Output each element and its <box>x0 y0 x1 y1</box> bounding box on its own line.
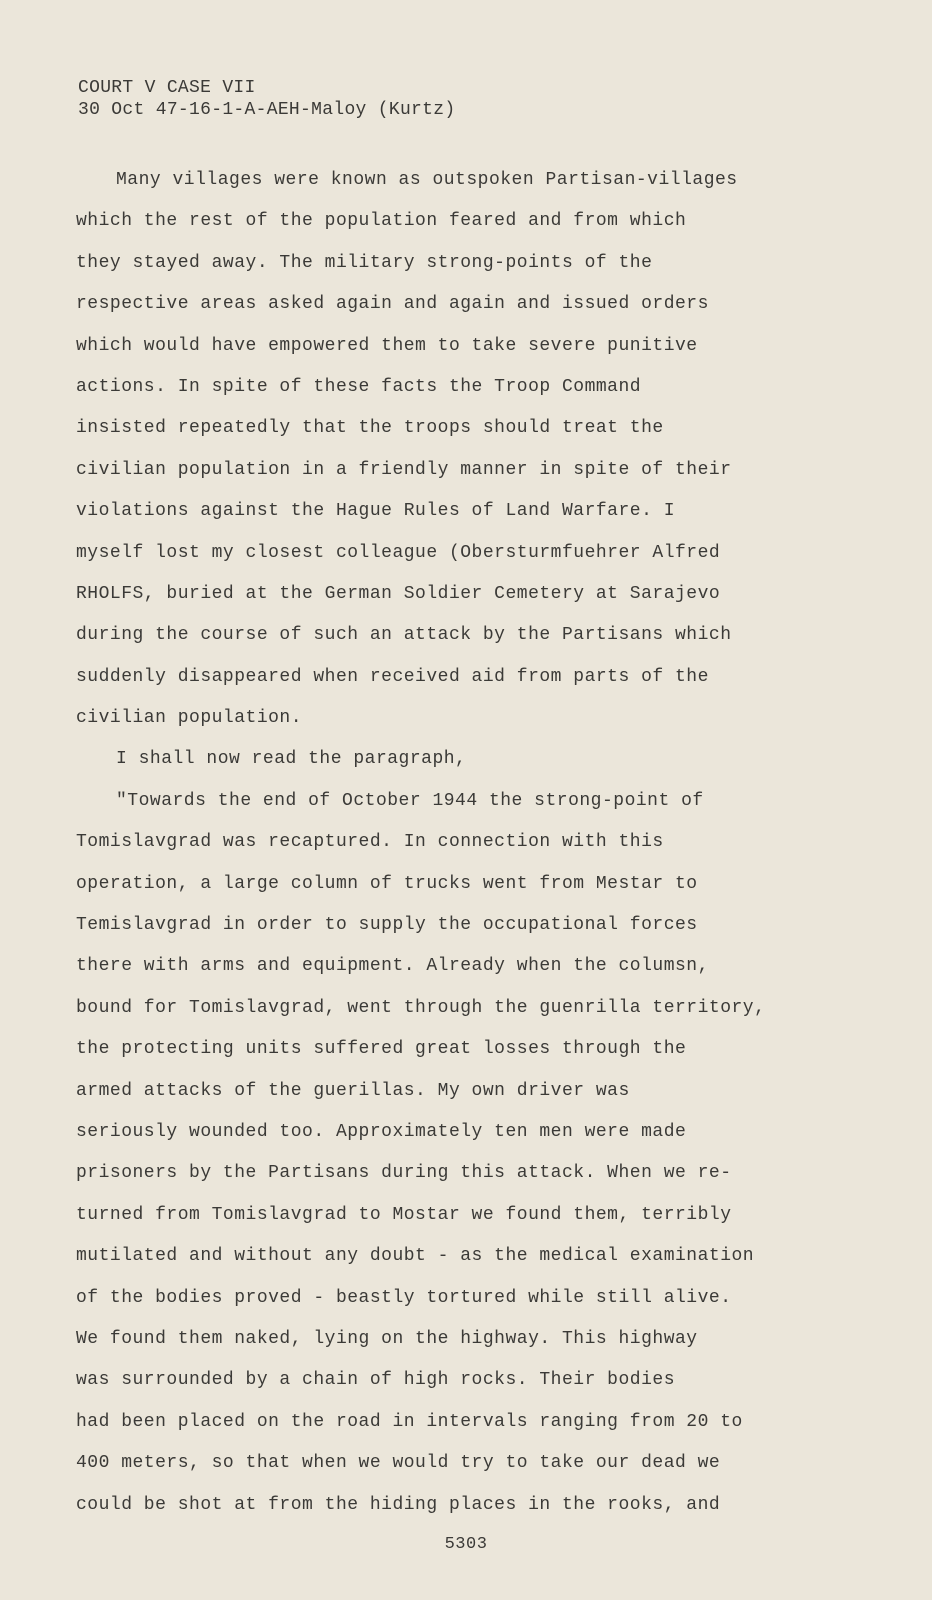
text-line: had been placed on the road in intervals ranging from 20 to <box>76 1411 743 1432</box>
header-court-case: COURT V CASE VII <box>78 78 256 98</box>
text-line: Tomislavgrad was recaptured. In connection with this <box>76 832 664 853</box>
text-line: "Towards the end of October 1944 the strong-point of <box>116 790 704 811</box>
text-line: We found them naked, lying on the highway. This highway <box>76 1328 698 1349</box>
text-line: mutilated and without any doubt - as the medical examination <box>76 1246 755 1267</box>
text-line: suddenly disappeared when received aid from parts of the <box>76 666 709 687</box>
text-line: violations against the Hague Rules of Land Warfare. I <box>76 501 675 522</box>
text-line: was surrounded by a chain of high rocks. Their bodies <box>76 1370 675 1391</box>
text-line: during the course of such an attack by the Partisans which <box>76 625 732 646</box>
text-line: which the rest of the population feared and from which <box>76 211 687 232</box>
header-date-reference: 30 Oct 47-16-1-A-AEH-Maloy (Kurtz) <box>78 100 456 120</box>
text-line: 400 meters, so that when we would try to take our dead we <box>76 1453 721 1474</box>
text-line: seriously wounded too. Approximately ten men were made <box>76 1121 687 1142</box>
page-number: 5303 <box>444 1535 488 1554</box>
text-line: RHOLFS, buried at the German Soldier Cemetery at Sarajevo <box>76 583 721 604</box>
text-line: turned from Tomislavgrad to Mostar we found them, terribly <box>76 1204 732 1225</box>
document-body <box>76 160 926 1526</box>
text-line: civilian population in a friendly manner in spite of their <box>76 459 732 480</box>
text-line: armed attacks of the guerillas. My own driver was <box>76 1080 630 1101</box>
text-line: civilian population. <box>76 708 303 729</box>
text-line: myself lost my closest colleague (Obersturmfuehrer Alfred <box>76 542 721 563</box>
text-line: prisoners by the Partisans during this attack. When we re- <box>76 1163 732 1184</box>
text-line: there with arms and equipment. Already when the columsn, <box>76 956 709 977</box>
text-line: the protecting units suffered great losses through the <box>76 1039 687 1060</box>
document-header <box>78 77 455 121</box>
text-line: Temislavgrad in order to supply the occupational forces <box>76 915 698 936</box>
text-line: which would have empowered them to take severe punitive <box>76 335 698 356</box>
text-line: of the bodies proved - beastly tortured while still alive. <box>76 1287 732 1308</box>
text-line: could be shot at from the hiding places in the rooks, and <box>76 1494 721 1515</box>
text-line: Many villages were known as outspoken Partisan-villages <box>116 170 738 190</box>
text-line: they stayed away. The military strong-points of the <box>76 252 653 273</box>
text-line: bound for Tomislavgrad, went through the guenrilla territory, <box>76 997 766 1018</box>
text-line: insisted repeatedly that the troops should treat the <box>76 418 664 439</box>
text-line: I shall now read the paragraph, <box>116 749 467 770</box>
text-line: actions. In spite of these facts the Troop Command <box>76 376 642 397</box>
text-line: operation, a large column of trucks went from Mestar to <box>76 873 698 894</box>
text-line: respective areas asked again and again and issued orders <box>76 294 709 315</box>
